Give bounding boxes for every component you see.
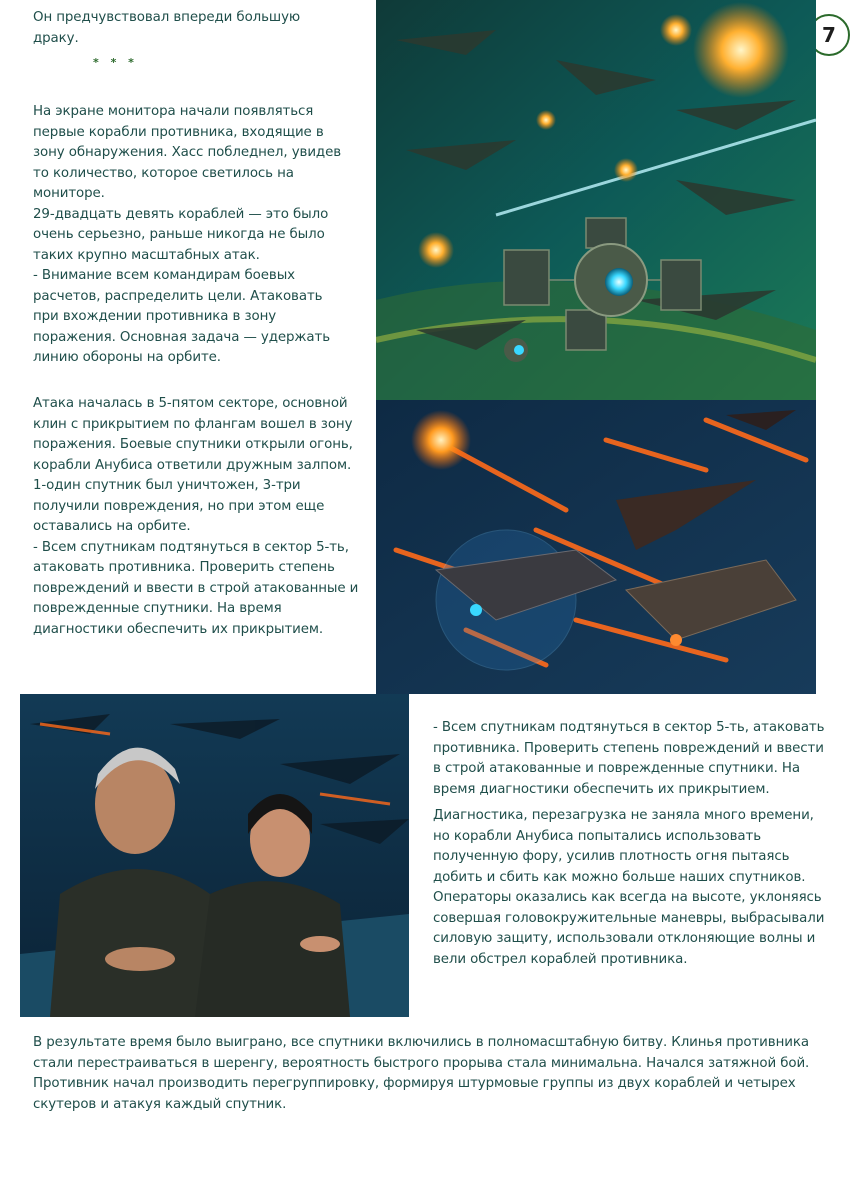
paragraph: Атака началась в 5-пятом секторе, основной клин с прикрытием по флангам вошел в зону поражения. Боевые спутники открыли огонь, корабли Анубиса ответили дружным залпом. 1-один спутник был уничтожен, 3-три получили повреждения, но при этом еще оставались на орбите. [33, 396, 353, 534]
paragraph: - Внимание всем командирам боевых расчетов, распределить цели. Атаковать при вхождении противника в зону поражения. Основная задача — удержать линию обороны на орбите. [33, 268, 330, 365]
illustration-operators [20, 694, 409, 1017]
paragraph-block-1 [33, 102, 351, 369]
scene-separator: * * * [93, 56, 138, 69]
paragraph: Диагностика, перезагрузка не заняла много времени, но корабли Анубиса попытались использовать полученную фору, усилив плотность огня пытаясь добить и сбить как можно больше наших спутников. Операторы оказались как всегда на высоте, уклоняясь совершая головокружительные маневры, выбрасывали силовую защиту, использовали отклоняющие волны и вели обстрел кораблей противника. [433, 808, 825, 967]
paragraph: - Всем спутникам подтянуться в сектор 5-ть, атаковать противника. Проверить степень повреждений и ввести в строй атакованные и поврежденные спутники. На время диагностики обеспечить их прикрытием. [33, 539, 359, 637]
illustration-laser-battle [376, 400, 816, 694]
paragraph-block-2 [33, 394, 363, 640]
illustration-satellite-battle [376, 0, 816, 400]
paragraph: 29-двадцать девять кораблей — это было очень серьезно, раньше никогда не было таких крупно масштабных атак. [33, 206, 329, 263]
paragraph: На экране монитора начали появляться первые корабли противника, входящие в зону обнаружения. Хасс побледнел, увидев то количество, которое светилось на мониторе. [33, 104, 342, 201]
paragraph-block-3 [433, 718, 825, 970]
paragraph: - Всем спутникам подтянуться в сектор 5-ть, атаковать противника. Проверить степень повреждений и ввести в строй атакованные и поврежденные спутники. На время диагностики обеспечить их прикрытием. [433, 720, 825, 797]
paragraph-block-4 [33, 1033, 828, 1115]
intro-block [33, 8, 333, 74]
paragraph: В результате время было выиграно, все спутники включились в полномасштабную битву. Клинья противника стали перестраиваться в шеренгу, вероятность быстрого прорыва стала минимальна. Начался затяжной бой. Противник начал производить перегруппировку, формируя штурмовые группы из двух кораблей и четырех скутеров и атакуя каждый спутник. [33, 1035, 810, 1112]
intro-line: Он предчувствовал впереди большую драку. [33, 10, 301, 46]
page-number: 7 [822, 23, 836, 47]
